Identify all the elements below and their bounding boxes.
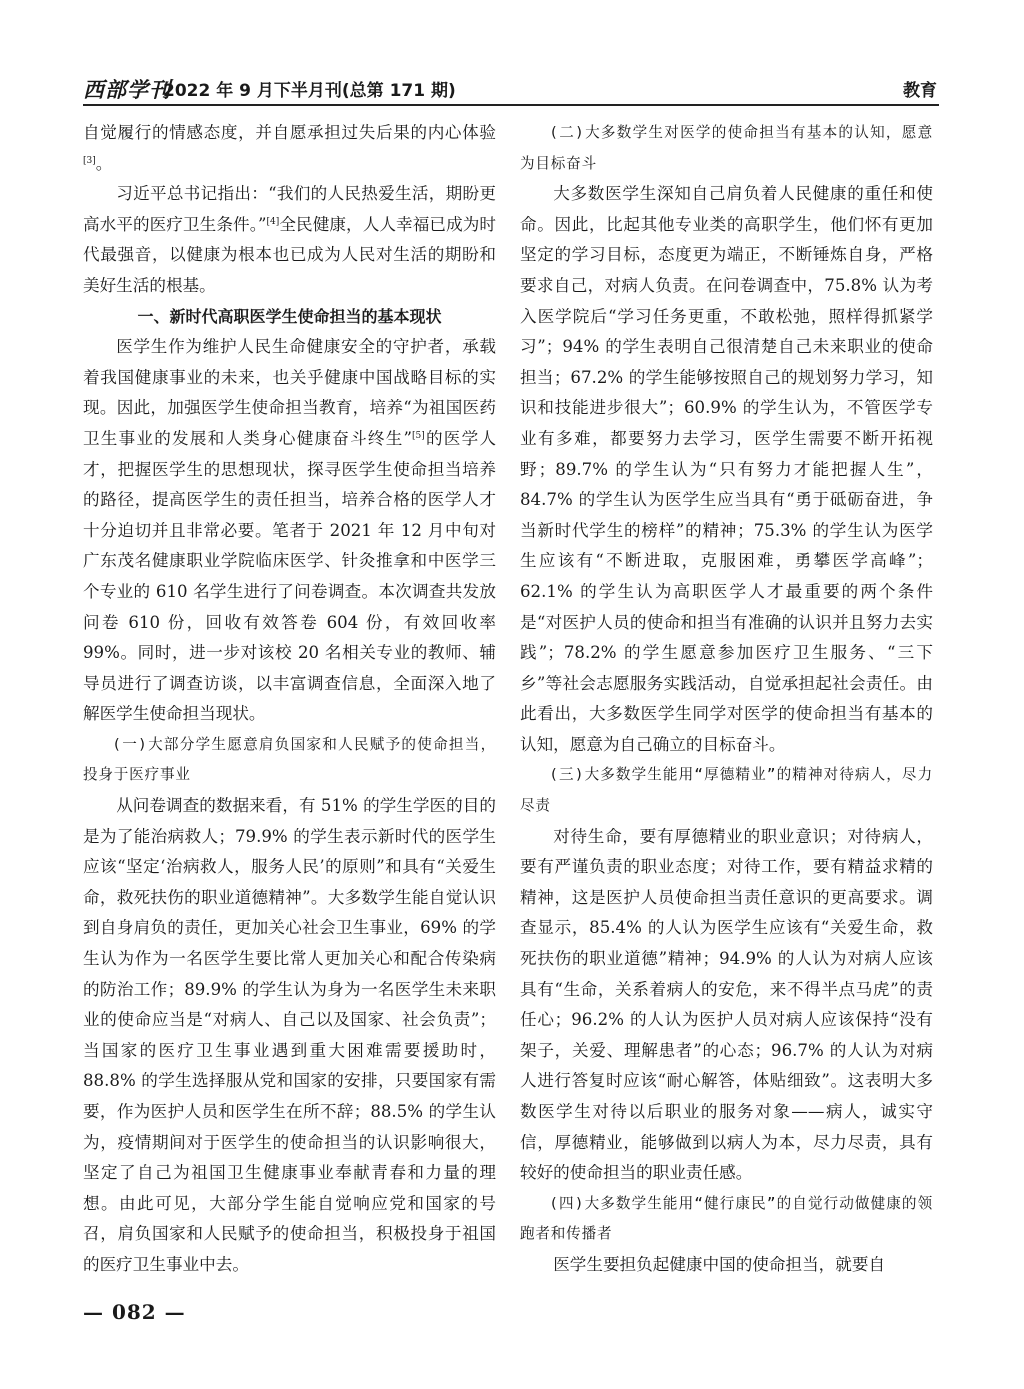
citation: [5] — [412, 430, 425, 441]
subsection-heading: (二)大多数学生对医学的使命担当有基本的认知，愿意为目标奋斗 — [520, 124, 933, 172]
left-column — [83, 118, 496, 1281]
paragraph: 医学生作为维护人民生命健康安全的守护者，承载着我国健康事业的未来，也关乎健康中国战略目标的实现。因此，加强医学生使命担当教育，培养“为祖国医药卫生事业的发展和人类身心健康奋斗终生”[5]的医学人才，把握医学生的思想现状，探寻医学生使命担当培养的路径，提高医学生的责任担当，培养合格的医学人才十分迫切并且非常必要。笔者于 2021 年 12 月中旬对广东茂名健康职业学院临床医学、针灸推拿和中医学三个专业的 610 名学生进行了问卷调查。本次调查共发放问卷 610 份，回收有效答卷 604 份，有效回收率 99%。同时，进一步对该校 20 名相关专业的教师、辅导员进行了调查访谈，以丰富调查信息，全面深入地了解医学生使命担当现状。 — [83, 337, 497, 724]
journal-logo: 西部学刊 — [83, 77, 171, 102]
subsection-heading: (一)大部分学生愿意肩负国家和人民赋予的使命担当，投身于医疗事业 — [83, 735, 496, 784]
page-number: — 082 — — [83, 1300, 186, 1324]
page-header — [83, 74, 939, 106]
section-label: 教育 — [903, 81, 937, 101]
paragraph: 从问卷调查的数据来看，有 51% 的学生学医的目的是为了能治病救人；79.9% 的学生表示新时代的医学生应该“坚定‘治病救人，服务人民’的原则”和具有“关爱生命，救死扶伤的职业道德精神”。大多数学生能自觉认识到自身肩负的责任，更加关心社会卫生事业，69% 的学生认为作为一名医学生要比常人更加关心和配合传染病的防治工作；89.9% 的学生认为身为一名医学生未来职业的使命应当是“对病人、自己以及国家、社会负责”；当国家的医疗卫生事业遇到重大困难需要援助时，88.8% 的学生选择服从党和国家的安排，只要国家有需要，作为医护人员和医学生在所不辞；88.5% 的学生认为，疫情期间对于医学生的使命担当的认识影响很大，坚定了自己为祖国卫生健康事业奉献青春和力量的理想。由此可见，大部分学生能自觉响应党和国家的号召，肩负国家和人民赋予的使命担当，积极投身于祖国的医疗卫生事业中去。 — [83, 796, 496, 1274]
citation: [4] — [266, 216, 280, 227]
section-heading: 一、新时代高职医学生使命担当的基本现状 — [137, 306, 442, 326]
paragraph: 对待生命，要有厚德精业的职业意识；对待病人，要有严谨负责的职业态度；对待工作，要有精益求精的精神，这是医护人员使命担当责任意识的更高要求。调查显示，85.4% 的人认为医学生应该有“关爱生命，救死扶伤的职业道德”精神；94.9% 的人认为对病人应该具有“生命，关系着病人的安危，来不得半点马虎”的责任心；96.2% 的人认为医护人员对病人应该保持“没有架子，关爱、理解患者”的心态；96.7% 的人认为对病人进行答复时应该“耐心解答，体贴细致”。这表明大多数医学生对待以后职业的服务对象——病人，诚实守信，厚德精业，能够做到以病人为本，尽力尽责，具有较好的使命担当的职业责任感。 — [520, 826, 933, 1183]
subsection-heading: (三)大多数学生能用“厚德精业”的精神对待病人，尽力尽责 — [520, 766, 933, 815]
right-column — [520, 118, 933, 1281]
paragraph: 习近平总书记指出：“我们的人民热爱生活，期盼更高水平的医疗卫生条件。”[4]全民健康，人人幸福已成为时代最强音，以健康为根本也已成为人民对生活的期盼和美好生活的根基。 — [83, 184, 496, 295]
subsection-heading: (四)大多数学生能用“健行康民”的自觉行动做健康的领跑者和传播者 — [520, 1194, 933, 1243]
citation: [3] — [83, 155, 96, 166]
paragraph: 大多数医学生深知自己肩负着人民健康的重任和使命。因此，比起其他专业类的高职学生，他们怀有更加坚定的学习目标，态度更为端正，不断锤炼自身，严格要求自己，对病人负责。在问卷调查中，75.8% 认为考入医学院后“学习任务更重，不敢松弛，照样得抓紧学习”；94% 的学生表明自己很清楚自己未来职业的使命担当；67.2% 的学生能够按照自己的规划努力学习，知识和技能进步很大”；60.9% 的学生认为，不管医学专业有多难，都要努力去学习，医学生需要不断开拓视野；89.7% 的学生认为“只有努力才能把握人生”，84.7% 的学生认为医学生应当具有“勇于砥砺奋进，争当新时代学生的榜样”的精神；75.3% 的学生认为医学生应该有“不断进取，克服困难，勇攀医学高峰”；62.1% 的学生认为高职医学人才最重要的两个条件是“对医护人员的使命和担当有准确的认识并且努力去实践”；78.2% 的学生愿意参加医疗卫生服务、“三下乡”等社会志愿服务实践活动，自觉承担起社会责任。由此看出，大多数医学生同学对医学的使命担当有基本的认知，愿意为自己确立的目标奋斗。 — [520, 184, 933, 754]
paragraph: 医学生要担负起健康中国的使命担当，就要自 — [553, 1254, 886, 1274]
issue-info: 2022 年 9 月下半月刊(总第 171 期) — [163, 81, 456, 101]
paragraph: 自觉履行的情感态度，并自愿承担过失后果的内心体验[3]。 — [83, 123, 496, 173]
